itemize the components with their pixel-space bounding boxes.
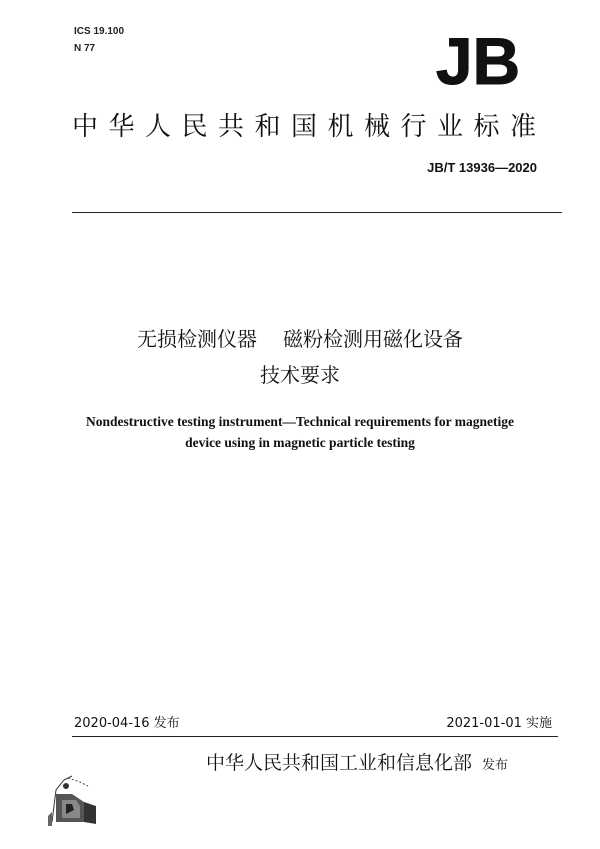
title-en-line2: device using in magnetic particle testing (185, 435, 415, 450)
ccs-code: N 77 (74, 43, 96, 54)
title-cn-part2: 磁粉检测用磁化设备 (283, 327, 463, 351)
standard-type: 中华人民共和国机械行业标准 (72, 112, 547, 142)
issuer-suffix: 发布 (481, 758, 508, 773)
issue-date: 2020-04-16 发布 (74, 716, 180, 731)
ics-code: ICS 19.100 (74, 26, 125, 37)
title-cn-line1 (0, 326, 600, 352)
publisher-seal-icon (42, 772, 104, 828)
title-en-line1: Nondestructive testing instrument—Technical requirements for magnetige (85, 414, 515, 429)
standard-code: JB/T 13936—2020 (427, 160, 537, 175)
issuer-name: 中华人民共和国工业和信息化部 (205, 752, 472, 774)
header-divider (72, 212, 562, 213)
jb-logo (424, 28, 532, 90)
title-cn-line2: 技术要求 (260, 363, 340, 387)
implement-date: 2021-01-01 实施 (446, 716, 552, 731)
issuer (206, 750, 508, 779)
jb-logo-text: JB (435, 28, 521, 90)
footer-divider (72, 736, 558, 737)
title-cn-part1: 无损检测仪器 (137, 327, 257, 351)
